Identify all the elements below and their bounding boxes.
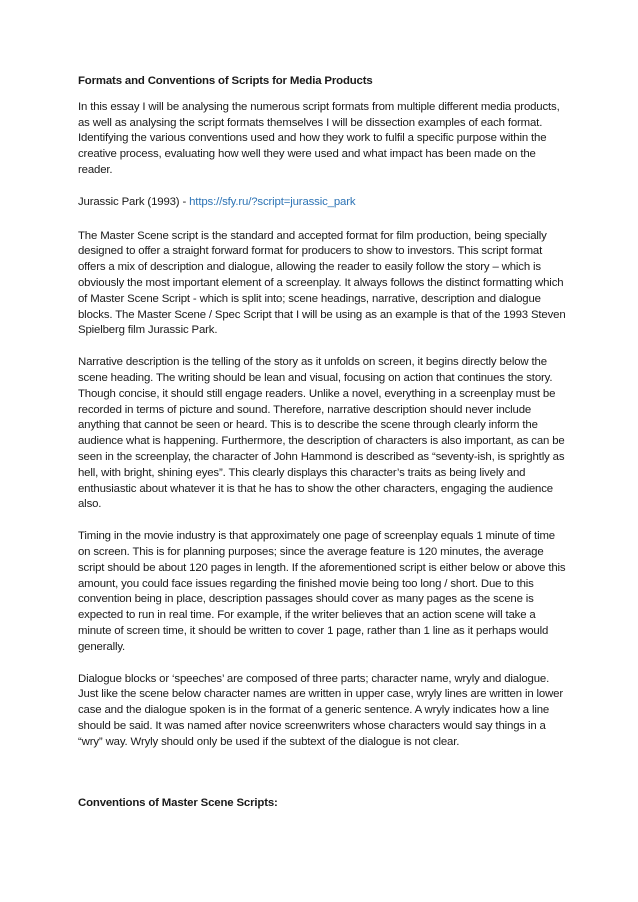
dialogue-paragraph: Dialogue blocks or ‘speeches’ are composed of three parts; character name, wryly and dialogue. Just like the scene below character names are written in upper case, wryly lines are written in lower case and the dialogue spoken is in the format of a generic sentence. A wryly indicates how a line should be said. It was named after novice screenwriters whose characters would say things in a “wry” way. Wryly should only be used if the subtext of the dialogue is not clear.: [78, 672, 563, 748]
timing-paragraph: Timing in the movie industry is that approximately one page of screenplay equals 1 minute of time on screen. This is for planning purposes; since the average feature is 120 minutes, the average script should be about 120 pages in length. If the aforementioned script is either below or above this amount, you could face issues regarding the finished movie being too long / short. Due to this convention being in place, description passages should cover as many pages as the scene is expected to run in real time. For example, if the writer believes that an action scene will take a minute of screen time, it should be written to cover 1 page, rather than 1 line as it perhaps would generally.: [78, 530, 566, 653]
intro-paragraph: In this essay I will be analysing the numerous script formats from multiple different media products, as well as analysing the script formats themselves I will be dissection examples of each format. Identifying the various conventions used and how they work to fulfil a specific purpose within the creative process, evaluating how well they were used and what impact has been made on the reader.: [78, 100, 560, 176]
script-link[interactable]: https://sfy.ru/?script=jurassic_park: [189, 195, 356, 208]
document-page: [78, 74, 566, 812]
master-scene-paragraph: The Master Scene script is the standard and accepted format for film production, being specially designed to offer a straight forward format for producers to show to investors. This script format offers a mix of description and dialogue, allowing the reader to easily follow the story – which is obviously the most important element of a screenplay. It always follows the distinct formatting which of Master Scene Script - which is split into; scene headings, narrative, description and dialogue blocks. The Master Scene / Spec Script that I will be using as an example is that of the 1993 Steven Spielberg film Jurassic Park.: [78, 229, 566, 337]
narrative-paragraph: Narrative description is the telling of the story as it unfolds on screen, it begins directly below the scene heading. The writing should be lean and visual, focusing on action that continues the story. Though concise, it should still engage readers. Unlike a novel, everything in a screenplay must be recorded in terms of picture and sound. Therefore, narrative description should never include anything that cannot be seen or heard. This is to describe the scene through clearly inform the audience what is happening. Furthermore, the description of characters is also important, as can be seen in the screenplay, the character of John Hammond is described as “seventy-ish, is sprightly as hell, with bright, shining eyes”. This clearly displays this character’s traits as being lively and enthusiastic about whatever it is that he has to show the other characters, engaging the audience also.: [78, 356, 565, 511]
conventions-heading: Conventions of Master Scene Scripts:: [78, 797, 278, 810]
reference-label: Jurassic Park (1993) -: [78, 195, 190, 208]
spacer: [78, 766, 566, 796]
reference-line: [78, 195, 566, 211]
document-title: Formats and Conventions of Scripts for Media Products: [78, 75, 373, 87]
